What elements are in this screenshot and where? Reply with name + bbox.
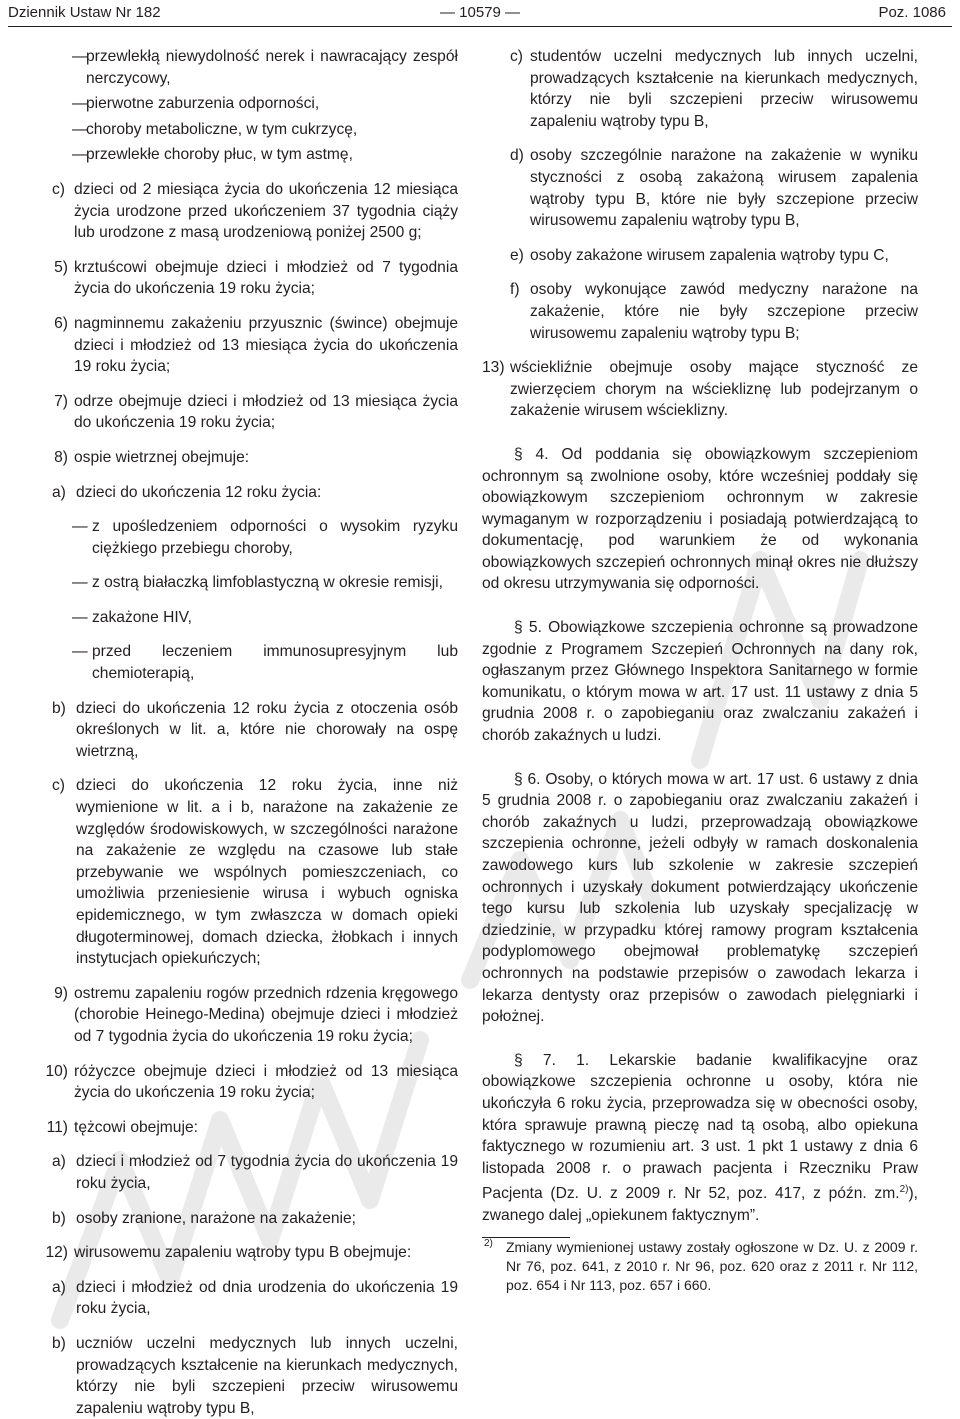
list-item: — przewlekłe choroby płuc, w tym astmę, — [72, 146, 353, 164]
section-5: § 5. Obowiązkowe szczepienia ochronne są prowadzone zgodnie z Programem Szczepień Ochronnych na dany rok, ogłaszanym przez Głównego Inspektora Sanitarnego w formie komunikatu, o którym mowa w art. 17 ust. 11 ustawy z dnia 5 grudnia 2008 r. o zapobieganiu oraz zwalczaniu zakażeń i chorób zakaźnych u ludzi. — [482, 619, 918, 745]
list-item: 13) wściekliźnie obejmuje osoby mające styczność ze zwierzęciem chorym na wściekliznę lub podejrzanym o zakażenie wirusem wścieklizny. — [482, 359, 918, 420]
journal-title: Dziennik Ustaw Nr 182 — [8, 4, 161, 21]
list-item: b) uczniów uczelni medycznych lub innych uczelni, prowadzących kształcenie na kierunkach medycznych, którzy nie byli szczepieni przeciw wirusowemu zapaleniu wątroby typu B, — [52, 1334, 458, 1417]
list-item: a) dzieci i młodzież od dnia urodzenia do ukończenia 19 roku życia, — [52, 1278, 458, 1318]
footnote-reference: 2) — [899, 1184, 909, 1196]
list-item: — choroby metaboliczne, w tym cukrzycę, — [72, 120, 358, 138]
list-item: 10) różyczce obejmuje dzieci i młodzież od 13 miesiąca życia do ukończenia 19 roku życia; — [45, 1062, 458, 1102]
list-item: 9) ostremu zapaleniu rogów przednich rdzenia kręgowego (chorobie Heinego-Medina) obejmuje dzieci i młodzież od 7 tygodnia życia do ukończenia 19 roku życia; — [54, 984, 458, 1045]
page-number: — 10579 — — [439, 4, 521, 21]
header-rule — [8, 26, 952, 27]
list-item: f) osoby wykonujące zawód medyczny narażone na zakażenie, które nie były szczepione przeciw wirusowemu zapaleniu wątroby typu B; — [510, 281, 918, 342]
list-item: 11) tężcowi obejmuje: — [46, 1118, 198, 1136]
left-column — [22, 46, 458, 1419]
section-7: § 7. 1. Lekarskie badanie kwalifikacyjne oraz obowiązkowe szczepienia ochronne u osoby, która nie ukończyła 6 roku życia, przeprowadza się w obecności osoby, która sprawuje prawną pieczę nad tą osobą, albo opiekuna faktycznego w rozumieniu art. 3 ust. 1 pkt 1 ustawy z dnia 6 listopada 2008 r. o prawach pacjenta i Rzeczniku Praw Pacjenta (Dz. U. z 2009 r. Nr 52, poz. 417, z późn. zm.$^{2)}$), zwanego dalej „opiekunem faktycznym”. — [482, 1051, 918, 1225]
position-number: Poz. 1086 — [878, 4, 946, 21]
list-item: e) osoby zakażone wirusem zapalenia wątroby typu C, — [510, 246, 889, 264]
list-item: 8) ospie wietrznej obejmuje: — [54, 448, 250, 466]
list-item: — pierwotne zaburzenia odporności, — [72, 95, 320, 113]
page-header — [0, 0, 960, 28]
section-6: § 6. Osoby, o których mowa w art. 17 ust. 6 ustawy z dnia 5 grudnia 2008 r. o zapobieganiu oraz zwalczaniu zakażeń i chorób zakaźnych u ludzi, przeprowadzają obowiązkowe szczepienia ochronne, jeżeli odbyły w ramach doskonalenia zawodowego kurs lub szkolenie w zakresie szczepień ochronnych i uzyskały dokument potwierdzający ukończenie tego kursu lub szkolenia lub uzyskały specjalizację w dziedzinie, w przypadku której ramowy program kształcenia podyplomowego obejmował problematykę szczepień ochronnych na podstawie przepisów o zawodach lekarza i lekarza dentysty oraz przepisów o zawodach pielęgniarki i położnej. — [482, 770, 918, 1026]
list-item: 7) odrze obejmuje dzieci i młodzież od 13 miesiąca życia do ukończenia 19 roku życia; — [54, 392, 458, 432]
list-item: — zakażone HIV, — [72, 608, 192, 626]
section-4: § 4. Od poddania się obowiązkowym szczepieniom ochronnym są zwolnione osoby, które wcześniej poddały się obowiązkowym szczepieniom ochronnym w zakresie wymaganym w rozporządzeniu i posiadają potwierdzającą to dokumentację, pod warunkiem że od wykonania obowiązkowych szczepień ochronnych minął okres nie dłuższy od okresu utrzymywania się odporności. — [482, 445, 918, 593]
list-item: — przewlekłą niewydolność nerek i nawracający zespół nerczycowy, — [72, 48, 458, 87]
list-item: — z ostrą białaczką limfoblastyczną w okresie remisji, — [72, 574, 443, 592]
list-item: c) dzieci do ukończenia 12 roku życia, inne niż wymienione w lit. a i b, narażone na zakażenie ze względów środowiskowych, w szczególności narażone na zakażenie ze względu na czasowe lub stałe przebywanie we wspólnych pomieszczeniach, co umożliwia przeniesienie wirusa i wybuch ogniska epidemicznego, w tym zwłaszcza w domach opieki długoterminowej, domach dziecka, żłobkach i innych instytucjach opiekuńczych; — [52, 777, 458, 968]
list-item: a) dzieci i młodzież od 7 tygodnia życia do ukończenia 19 roku życia, — [52, 1153, 458, 1192]
list-item: 5) krztuścowi obejmuje dzieci i młodzież od 7 tygodnia życia do ukończenia 19 roku życia; — [54, 258, 458, 298]
right-column — [482, 46, 918, 1295]
footnote: 2) Zmiany wymienionej ustawy zostały ogłoszone w Dz. U. z 2009 r. Nr 76, poz. 641, z 2010 r. Nr 96, poz. 620 oraz z 2011 r. Nr 112, poz. 654 i Nr 113, poz. 657 i 660. — [484, 1237, 918, 1293]
list-item: b) dzieci do ukończenia 12 roku życia z otoczenia osób określonych w lit. a, które nie chorowały na ospę wietrzną, — [52, 699, 458, 760]
list-item: c) studentów uczelni medycznych lub innych uczelni, prowadzących kształcenie na kierunkach medycznych, którzy nie byli szczepieni przeciw wirusowemu zapaleniu wątroby typu B, — [510, 48, 918, 130]
list-item: d) osoby szczególnie narażone na zakażenie w wyniku styczności z osobą zakażoną wirusem zapalenia wątroby typu B, które nie były szczepione przeciw wirusowemu zapaleniu wątroby typu B, — [510, 147, 918, 230]
list-item: — przed leczeniem immunosupresyjnym lub chemioterapią, — [72, 643, 458, 683]
list-item: c) dzieci od 2 miesiąca życia do ukończenia 12 miesiąca życia urodzone przed ukończeniem 37 tygodnia ciąży lub urodzone z masą urodzeniową poniżej 2500 g; — [52, 180, 458, 242]
list-item: — z upośledzeniem odporności o wysokim ryzyku ciężkiego przebiegu choroby, — [72, 518, 458, 557]
list-item: 12) wirusowemu zapaleniu wątroby typu B obejmuje: — [45, 1244, 412, 1262]
list-item: a) dzieci do ukończenia 12 roku życia: — [52, 483, 322, 501]
list-item: b) osoby zranione, narażone na zakażenie; — [52, 1209, 357, 1227]
list-item: 6) nagminnemu zakażeniu przyusznic (śwince) obejmuje dzieci i młodzież od 13 miesiąca życia do ukończenia 19 roku życia; — [54, 314, 458, 376]
